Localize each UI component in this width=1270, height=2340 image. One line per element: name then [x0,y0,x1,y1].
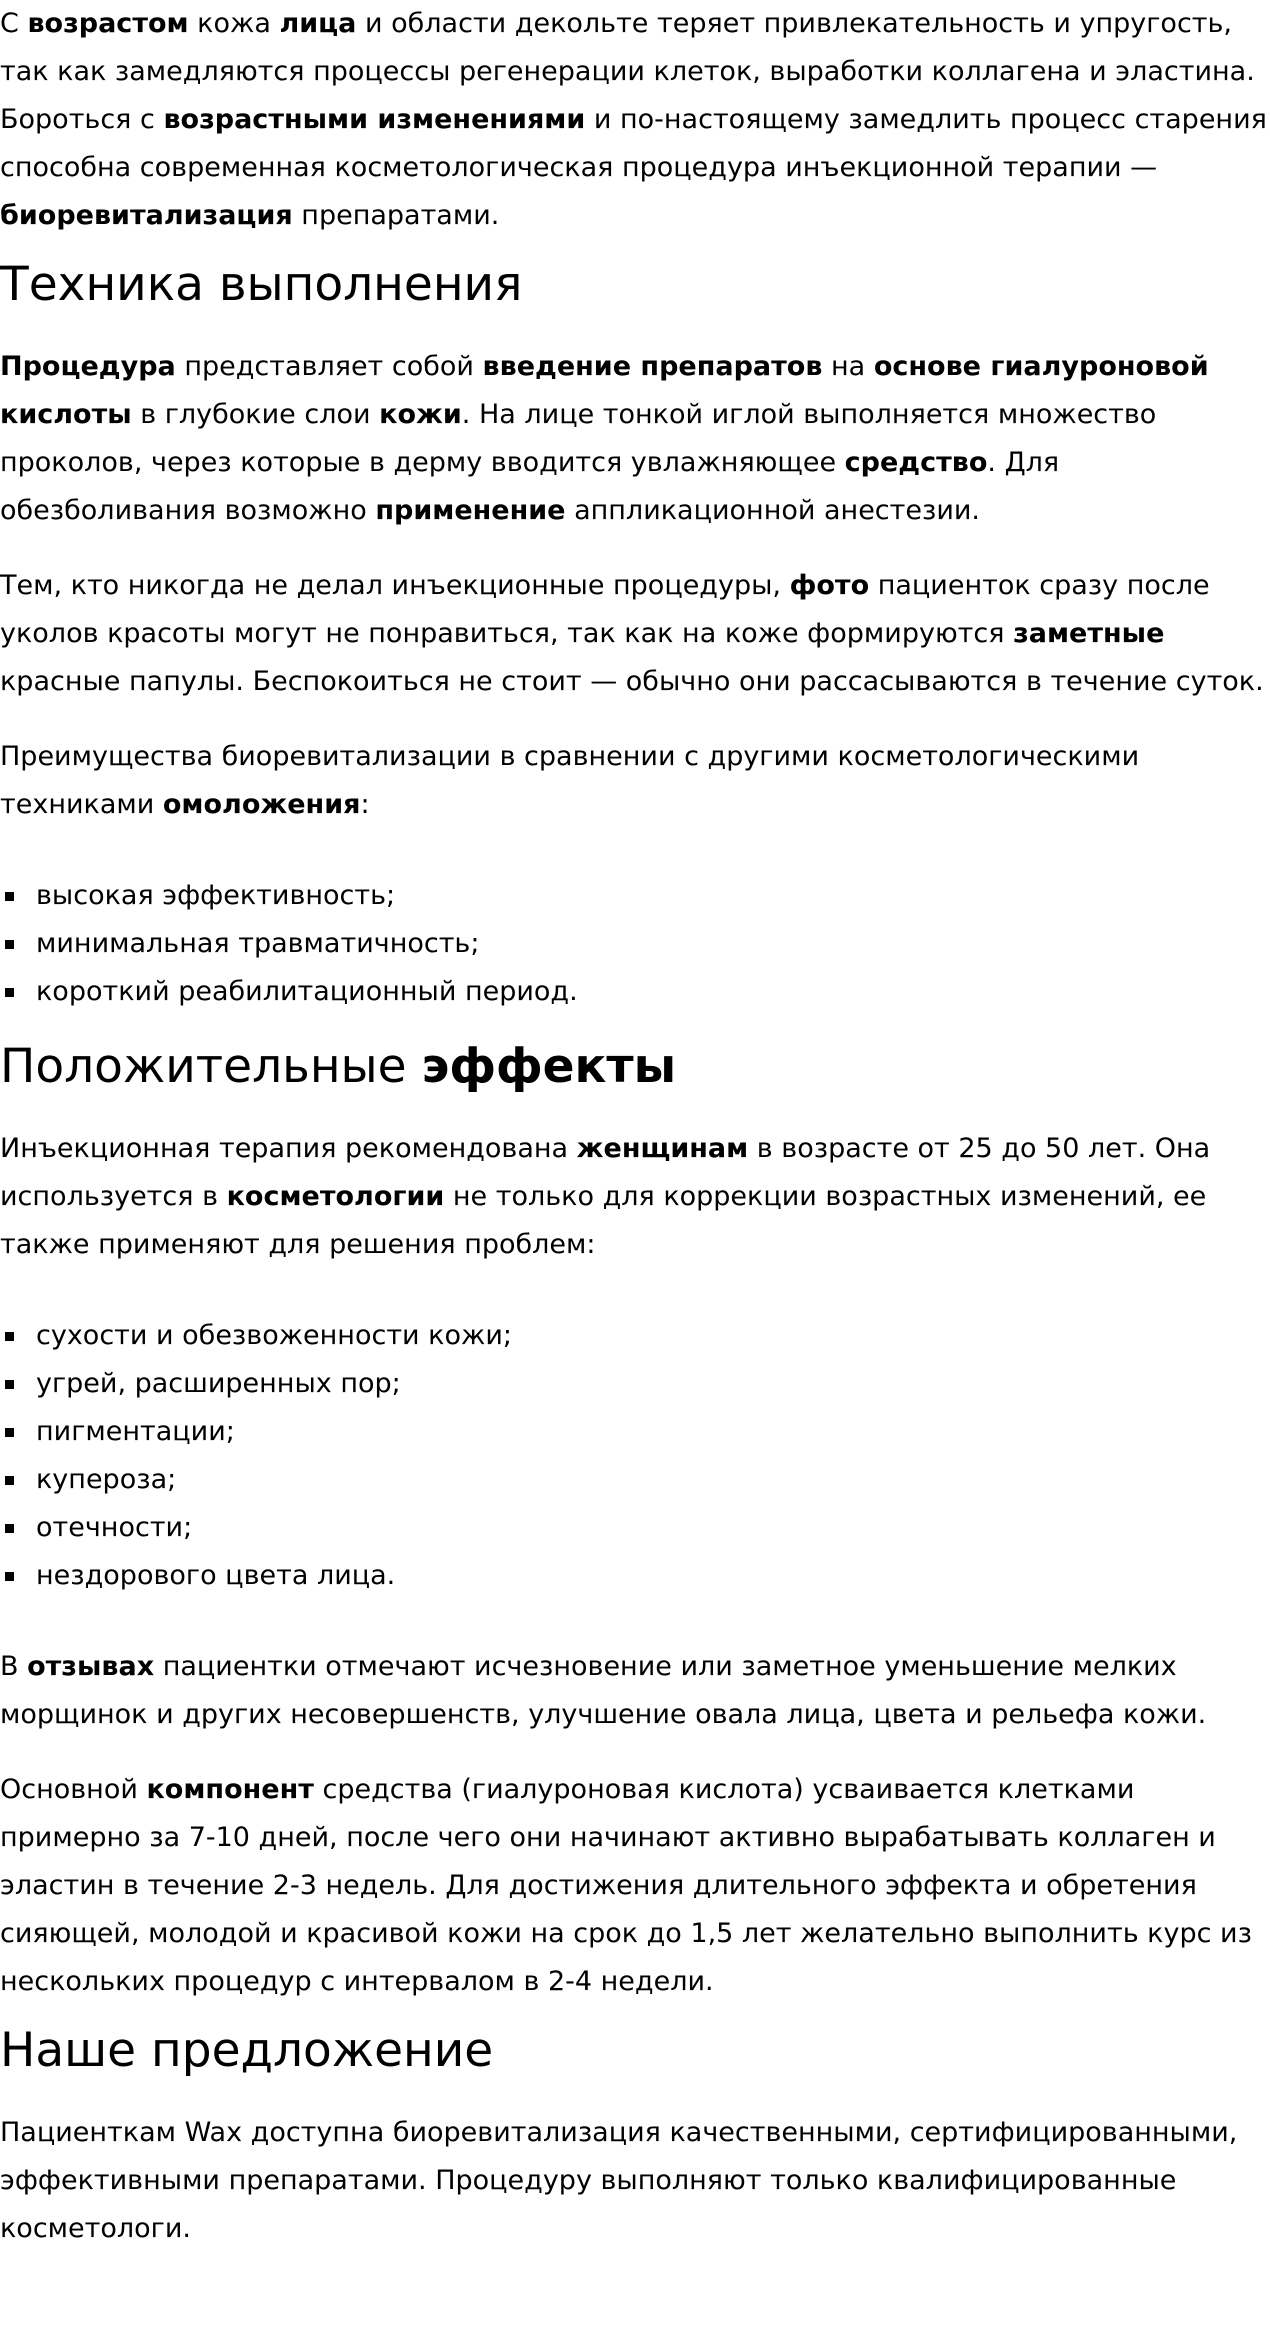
list-item: короткий реабилитационный период. [0,968,1270,1016]
square-bullet-icon [5,988,14,997]
list-item: сухости и обезвоженности кожи; [0,1312,1270,1360]
effects-paragraph-3: Основной компонент средства (гиалуроновая кислота) усваивается клетками примерно за 7-10 дней, после чего они начинают активно вырабатывать коллаген и эластин в течение 2-3 недель. Для достижения длительного эффекта и обретения сияющей, молодой и красивой кожи на срок до 1,5 лет желательно выполнить курс из нескольких процедур с интервалом в 2-4 недели. [0,1774,1252,1997]
effects-paragraph-2: В отзывах пациентки отмечают исчезновение или заметное уменьшение мелких морщинок и других несовершенств, улучшение овала лица, цвета и рельефа кожи. [0,1651,1207,1730]
technique-paragraph-1: Процедура представляет собой введение препаратов на основе гиалуроновой кислоты в глубокие слои кожи. На лице тонкой иглой выполняется множество проколов, через которые в дерму вводится увлажняющее средство. Для обезболивания возможно применение аппликационной анестезии. [0,351,1209,526]
square-bullet-icon [5,1380,14,1389]
square-bullet-icon [5,1524,14,1533]
list-item: угрей, расширенных пор; [0,1360,1270,1408]
intro-paragraph: С возрастом кожа лица и области декольте теряет привлекательность и упругость, так как замедляются процессы регенерации клеток, выработки коллагена и эластина. Бороться с возрастными изменениями и по-настоящему замедлить процесс старения способна современная косметологическая процедура инъекционной терапии — биоревитализация препаратами. [0,8,1267,231]
heading-offer: Наше предложение [0,2023,494,2078]
effects-paragraph-1: Инъекционная терапия рекомендована женщинам в возрасте от 25 до 50 лет. Она используется в косметологии не только для коррекции возрастных изменений, ее также применяют для решения проблем: [0,1133,1211,1260]
square-bullet-icon [5,1428,14,1437]
list-item: нездорового цвета лица. [0,1552,1270,1600]
problems-list [0,1312,1270,1600]
heading-technique: Техника выполнения [0,257,523,312]
square-bullet-icon [5,940,14,949]
square-bullet-icon [5,1572,14,1581]
benefits-list [0,872,1270,1016]
list-item: отечности; [0,1504,1270,1552]
list-item: пигментации; [0,1408,1270,1456]
technique-paragraph-2: Тем, кто никогда не делал инъекционные процедуры, фото пациенток сразу после уколов красоты могут не понравиться, так как на коже формируются заметные красные папулы. Беспокоиться не стоит — обычно они рассасываются в течение суток. [0,570,1264,697]
list-item: минимальная травматичность; [0,920,1270,968]
square-bullet-icon [5,1476,14,1485]
heading-effects: Положительные эффекты [0,1039,677,1094]
list-item: купероза; [0,1456,1270,1504]
offer-paragraph: Пациенткам Wax доступна биоревитализация качественными, сертифицированными, эффективными препаратами. Процедуру выполняют только квалифицированные косметологи. [0,2117,1238,2244]
square-bullet-icon [5,892,14,901]
list-item: высокая эффективность; [0,872,1270,920]
square-bullet-icon [5,1332,14,1341]
technique-paragraph-3: Преимущества биоревитализации в сравнении с другими косметологическими техниками омоложения: [0,741,1140,820]
